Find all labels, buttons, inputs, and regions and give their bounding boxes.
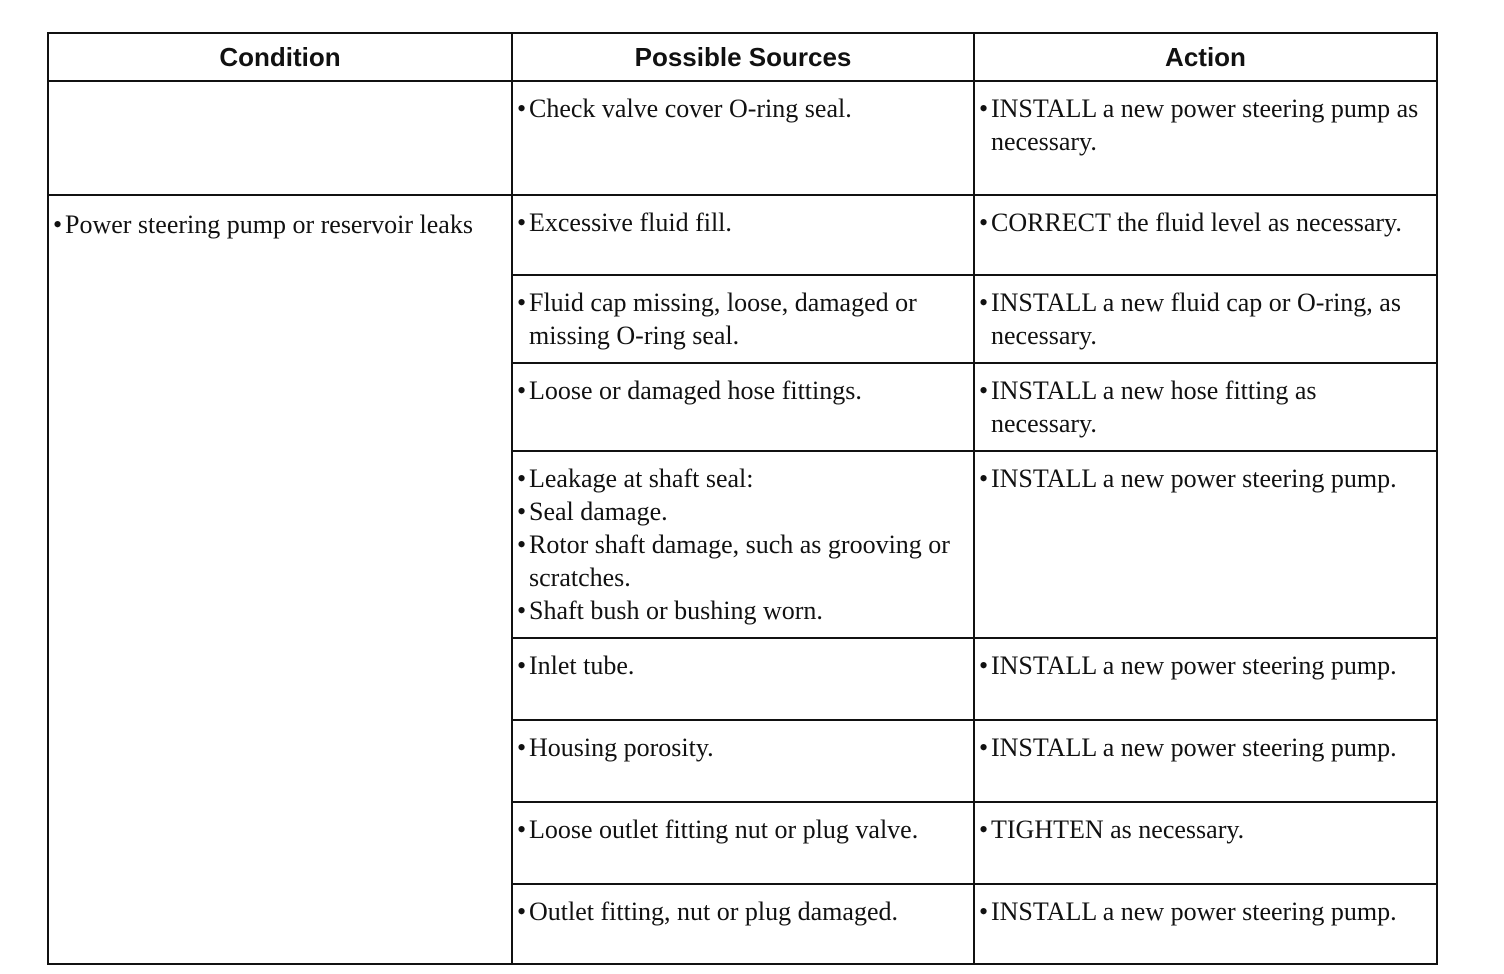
bullet-icon: • bbox=[517, 733, 527, 762]
action-cell bbox=[974, 638, 1437, 720]
list-item: • INSTALL a new fluid cap or O-ring, as necessary. bbox=[979, 288, 1401, 350]
diagnosis-table bbox=[47, 32, 1438, 965]
bullet-icon: • bbox=[979, 464, 989, 493]
list-item: • Shaft bush or bushing worn. bbox=[517, 596, 823, 625]
list-item: • INSTALL a new power steering pump. bbox=[979, 897, 1397, 926]
list-item: • Check valve cover O-ring seal. bbox=[517, 94, 852, 123]
bullet-icon: • bbox=[517, 530, 527, 559]
action-cell bbox=[974, 802, 1437, 884]
bullet-icon: • bbox=[979, 733, 989, 762]
list-item: • Housing porosity. bbox=[517, 733, 714, 762]
bullet-icon: • bbox=[53, 210, 63, 239]
list-item: • INSTALL a new power steering pump as necessary. bbox=[979, 94, 1419, 156]
header-row bbox=[48, 33, 1437, 81]
sources-cell bbox=[512, 720, 974, 802]
list-item: • TIGHTEN as necessary. bbox=[979, 815, 1245, 844]
action-cell bbox=[974, 720, 1437, 802]
bullet-icon: • bbox=[517, 288, 527, 317]
bullet-icon: • bbox=[979, 94, 989, 123]
list-item: • Excessive fluid fill. bbox=[517, 208, 732, 237]
bullet-icon: • bbox=[979, 651, 989, 680]
bullet-icon: • bbox=[517, 596, 527, 625]
bullet-icon: • bbox=[979, 288, 989, 317]
condition-cell bbox=[48, 195, 512, 964]
bullet-icon: • bbox=[517, 464, 527, 493]
condition-cell bbox=[48, 81, 512, 195]
list-item: • Outlet fitting, nut or plug damaged. bbox=[517, 897, 898, 926]
sources-cell bbox=[512, 275, 974, 363]
action-cell bbox=[974, 81, 1437, 195]
list-item: • INSTALL a new power steering pump. bbox=[979, 651, 1397, 680]
list-item: • Seal damage. bbox=[517, 497, 668, 526]
bullet-icon: • bbox=[517, 208, 527, 237]
sources-cell bbox=[512, 81, 974, 195]
list-item: • INSTALL a new power steering pump. bbox=[979, 733, 1397, 762]
bullet-icon: • bbox=[517, 94, 527, 123]
sources-cell bbox=[512, 638, 974, 720]
bullet-icon: • bbox=[979, 815, 989, 844]
bullet-icon: • bbox=[517, 497, 527, 526]
header-action: Action bbox=[974, 33, 1437, 81]
sources-cell bbox=[512, 363, 974, 451]
bullet-icon: • bbox=[979, 208, 989, 237]
sources-cell bbox=[512, 802, 974, 884]
sources-cell bbox=[512, 884, 974, 964]
sources-cell bbox=[512, 195, 974, 275]
table-row bbox=[48, 81, 1437, 195]
table-row bbox=[48, 195, 1437, 275]
list-item: • Loose or damaged hose fittings. bbox=[517, 376, 862, 405]
list-item: • Leakage at shaft seal: bbox=[517, 464, 754, 493]
list-item: • Loose outlet fitting nut or plug valve. bbox=[517, 815, 919, 844]
sources-cell bbox=[512, 451, 974, 638]
list-item: • INSTALL a new power steering pump. bbox=[979, 464, 1397, 493]
list-item: • CORRECT the fluid level as necessary. bbox=[979, 208, 1402, 237]
list-item: • Power steering pump or reservoir leaks bbox=[53, 210, 473, 239]
bullet-icon: • bbox=[517, 815, 527, 844]
list-item: • Fluid cap missing, loose, damaged or missing O-ring seal. bbox=[517, 288, 917, 350]
action-cell bbox=[974, 363, 1437, 451]
bullet-icon: • bbox=[517, 897, 527, 926]
list-item: • Rotor shaft damage, such as grooving or scratches. bbox=[517, 530, 950, 592]
header-possible-sources: Possible Sources bbox=[512, 33, 974, 81]
bullet-icon: • bbox=[517, 376, 527, 405]
list-item: • Inlet tube. bbox=[517, 651, 635, 680]
action-cell bbox=[974, 275, 1437, 363]
action-cell bbox=[974, 884, 1437, 964]
bullet-icon: • bbox=[517, 651, 527, 680]
action-cell bbox=[974, 195, 1437, 275]
header-condition: Condition bbox=[48, 33, 512, 81]
bullet-icon: • bbox=[979, 897, 989, 926]
action-cell bbox=[974, 451, 1437, 638]
bullet-icon: • bbox=[979, 376, 989, 405]
list-item: • INSTALL a new hose fitting as necessary. bbox=[979, 376, 1317, 438]
